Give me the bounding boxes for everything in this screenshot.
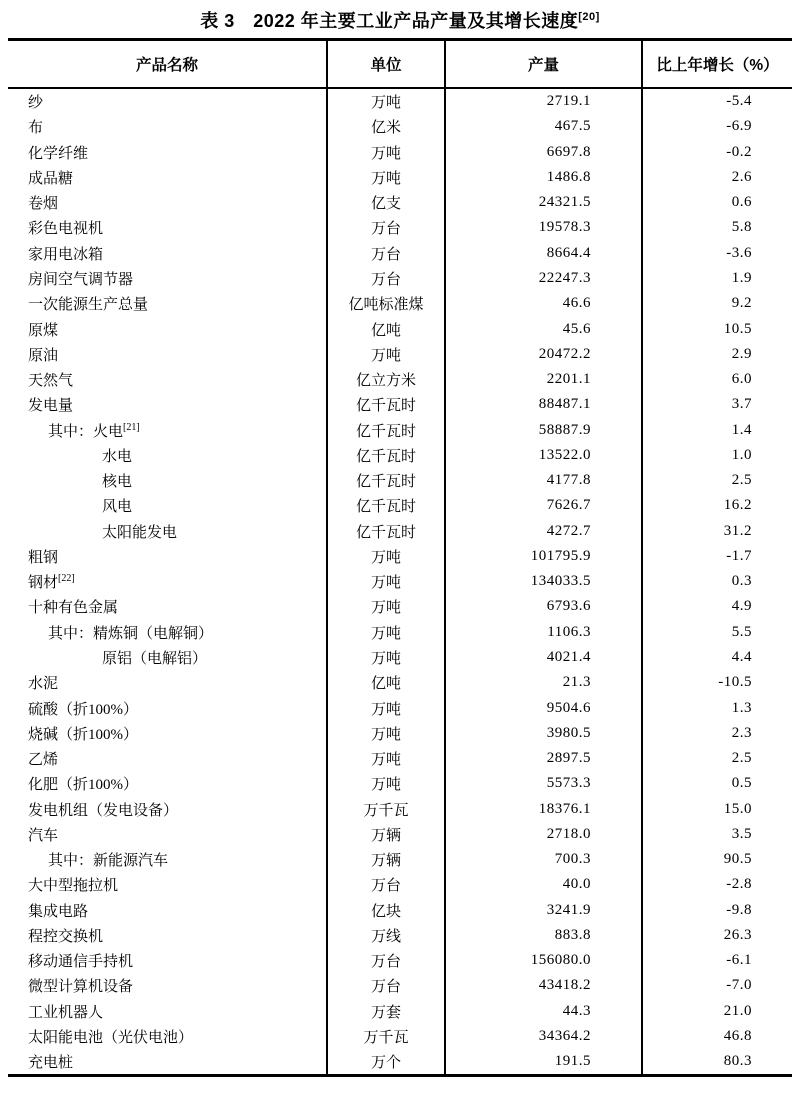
- output-cell: 2718.0: [445, 822, 642, 847]
- output-cell: 2201.1: [445, 367, 642, 392]
- footnote-ref: [21]: [123, 421, 140, 433]
- product-name-cell: 硫酸（折100%）: [8, 695, 327, 720]
- table-row: [8, 645, 792, 670]
- unit-cell: 万吨: [327, 746, 445, 771]
- product-name-cell: 充电桩: [8, 1049, 327, 1076]
- growth-cell: -1.7: [726, 547, 752, 564]
- table-row: [8, 973, 792, 998]
- output-cell: 18376.1: [445, 796, 642, 821]
- output-cell: 43418.2: [445, 973, 642, 998]
- output-cell: 700.3: [445, 847, 642, 872]
- growth-cell: 0.6: [731, 194, 752, 211]
- unit-cell: 万套: [327, 999, 445, 1024]
- growth-cell: 16.2: [723, 497, 752, 514]
- product-name-cell: 一次能源生产总量: [8, 291, 327, 316]
- table-title-text: 表 3 2022 年主要工业产品产量及其增长速度: [200, 11, 579, 31]
- table-row: [8, 392, 792, 417]
- table-body: [8, 88, 792, 1076]
- growth-cell: -6.9: [726, 118, 752, 135]
- growth-cell: 4.9: [731, 598, 752, 615]
- unit-cell: 万吨: [327, 620, 445, 645]
- growth-cell: -0.2: [726, 143, 752, 160]
- table-row: [8, 721, 792, 746]
- unit-cell: 亿吨: [327, 670, 445, 695]
- output-cell: 467.5: [445, 114, 642, 139]
- table-row: [8, 367, 792, 392]
- output-cell: 4272.7: [445, 519, 642, 544]
- output-cell: 45.6: [445, 316, 642, 341]
- product-name-cell: 化肥（折100%）: [8, 771, 327, 796]
- output-cell: 46.6: [445, 291, 642, 316]
- unit-cell: 万吨: [327, 544, 445, 569]
- product-name-cell: 原铝（电解铝）: [8, 645, 327, 670]
- product-name-cell: 程控交换机: [8, 923, 327, 948]
- output-cell: 2719.1: [445, 88, 642, 114]
- product-name-cell: 移动通信手持机: [8, 948, 327, 973]
- table-row: [8, 215, 792, 240]
- output-cell: 24321.5: [445, 190, 642, 215]
- growth-cell: 2.6: [731, 168, 752, 185]
- unit-cell: 万千瓦: [327, 1024, 445, 1049]
- product-name-cell: 水电: [8, 443, 327, 468]
- output-cell: 40.0: [445, 872, 642, 897]
- growth-cell: 15.0: [723, 800, 752, 817]
- product-name-cell: 工业机器人: [8, 999, 327, 1024]
- growth-cell: 9.2: [731, 295, 752, 312]
- growth-cell: -10.5: [718, 674, 752, 691]
- table-row: [8, 114, 792, 139]
- product-name-cell: 风电: [8, 493, 327, 518]
- table-row: [8, 999, 792, 1024]
- unit-cell: 万台: [327, 241, 445, 266]
- growth-cell: 0.5: [731, 775, 752, 792]
- unit-cell: 亿千瓦时: [327, 468, 445, 493]
- growth-cell: 4.4: [731, 648, 752, 665]
- table-row: [8, 140, 792, 165]
- growth-cell: 2.5: [731, 750, 752, 767]
- table-row: [8, 569, 792, 594]
- table-row: [8, 88, 792, 114]
- product-name-cell: 原煤: [8, 316, 327, 341]
- growth-cell: 1.9: [731, 269, 752, 286]
- table-row: [8, 519, 792, 544]
- table-row: [8, 493, 792, 518]
- growth-cell: 2.9: [731, 345, 752, 362]
- unit-cell: 亿支: [327, 190, 445, 215]
- unit-cell: 万吨: [327, 594, 445, 619]
- table-row: [8, 771, 792, 796]
- unit-cell: 亿吨标准煤: [327, 291, 445, 316]
- output-cell: 8664.4: [445, 241, 642, 266]
- growth-cell: 6.0: [731, 371, 752, 388]
- table-row: [8, 1049, 792, 1076]
- col-header-product-name: 产品名称: [8, 40, 327, 89]
- product-name-cell: 十种有色金属: [8, 594, 327, 619]
- growth-cell: 10.5: [723, 320, 752, 337]
- growth-cell: 26.3: [723, 926, 752, 943]
- growth-cell: 21.0: [723, 1002, 752, 1019]
- unit-cell: 万吨: [327, 645, 445, 670]
- product-name-cell: 其中：新能源汽车: [8, 847, 327, 872]
- unit-cell: 万吨: [327, 165, 445, 190]
- output-cell: 44.3: [445, 999, 642, 1024]
- output-cell: 4021.4: [445, 645, 642, 670]
- product-name-cell: 家用电冰箱: [8, 241, 327, 266]
- growth-cell: -3.6: [726, 244, 752, 261]
- product-name-cell: 太阳能电池（光伏电池）: [8, 1024, 327, 1049]
- output-cell: 6793.6: [445, 594, 642, 619]
- table-row: [8, 544, 792, 569]
- output-cell: 4177.8: [445, 468, 642, 493]
- product-name-cell: 微型计算机设备: [8, 973, 327, 998]
- product-name-cell: 乙烯: [8, 746, 327, 771]
- table-row: [8, 948, 792, 973]
- unit-cell: 万辆: [327, 822, 445, 847]
- product-name-cell: 化学纤维: [8, 140, 327, 165]
- growth-cell: -2.8: [726, 876, 752, 893]
- output-cell: 9504.6: [445, 695, 642, 720]
- product-name-cell: 大中型拖拉机: [8, 872, 327, 897]
- growth-cell: 90.5: [723, 851, 752, 868]
- unit-cell: 亿立方米: [327, 367, 445, 392]
- table-row: [8, 316, 792, 341]
- unit-cell: 万吨: [327, 88, 445, 114]
- table-row: [8, 342, 792, 367]
- output-cell: 58887.9: [445, 417, 642, 442]
- product-name-cell: 布: [8, 114, 327, 139]
- table-row: [8, 241, 792, 266]
- footnote-ref-title: [20]: [578, 11, 600, 23]
- output-cell: 6697.8: [445, 140, 642, 165]
- table-row: [8, 746, 792, 771]
- product-name-cell: 钢材[22]: [8, 569, 327, 594]
- unit-cell: 万吨: [327, 569, 445, 594]
- table-title: [0, 7, 800, 33]
- table-row: [8, 872, 792, 897]
- output-cell: 101795.9: [445, 544, 642, 569]
- unit-cell: 万台: [327, 266, 445, 291]
- output-cell: 1106.3: [445, 620, 642, 645]
- unit-cell: 万吨: [327, 721, 445, 746]
- product-name-cell: 集成电路: [8, 898, 327, 923]
- output-cell: 2897.5: [445, 746, 642, 771]
- table-row: [8, 620, 792, 645]
- unit-cell: 万千瓦: [327, 796, 445, 821]
- output-cell: 88487.1: [445, 392, 642, 417]
- product-name-cell: 粗钢: [8, 544, 327, 569]
- col-header-output: 产量: [445, 40, 642, 89]
- product-name-cell: 核电: [8, 468, 327, 493]
- table-row: [8, 670, 792, 695]
- output-cell: 191.5: [445, 1049, 642, 1076]
- product-name-cell: 房间空气调节器: [8, 266, 327, 291]
- output-cell: 19578.3: [445, 215, 642, 240]
- unit-cell: 万辆: [327, 847, 445, 872]
- growth-cell: 1.0: [731, 446, 752, 463]
- output-cell: 22247.3: [445, 266, 642, 291]
- output-cell: 7626.7: [445, 493, 642, 518]
- unit-cell: 万吨: [327, 140, 445, 165]
- product-name-cell: 烧碱（折100%）: [8, 721, 327, 746]
- growth-cell: -9.8: [726, 901, 752, 918]
- growth-cell: 2.5: [731, 472, 752, 489]
- col-header-unit: 单位: [327, 40, 445, 89]
- footnote-ref: [22]: [58, 573, 75, 585]
- table-row: [8, 165, 792, 190]
- output-cell: 134033.5: [445, 569, 642, 594]
- unit-cell: 万吨: [327, 695, 445, 720]
- table-row: [8, 443, 792, 468]
- unit-cell: 万吨: [327, 771, 445, 796]
- unit-cell: 万吨: [327, 342, 445, 367]
- table-row: [8, 1024, 792, 1049]
- table-row: [8, 695, 792, 720]
- growth-cell: 0.3: [731, 573, 752, 590]
- unit-cell: 亿千瓦时: [327, 392, 445, 417]
- growth-cell: 80.3: [723, 1053, 752, 1070]
- table-row: [8, 266, 792, 291]
- unit-cell: 万台: [327, 215, 445, 240]
- table-row: [8, 923, 792, 948]
- product-name-cell: 水泥: [8, 670, 327, 695]
- output-cell: 21.3: [445, 670, 642, 695]
- growth-cell: -7.0: [726, 977, 752, 994]
- output-cell: 3241.9: [445, 898, 642, 923]
- product-name-cell: 其中：火电[21]: [8, 417, 327, 442]
- product-name-cell: 其中：精炼铜（电解铜）: [8, 620, 327, 645]
- growth-cell: -5.4: [726, 93, 752, 110]
- table-row: [8, 796, 792, 821]
- product-name-cell: 成品糖: [8, 165, 327, 190]
- col-header-growth: 比上年增长（%）: [642, 40, 792, 89]
- table-row: [8, 822, 792, 847]
- unit-cell: 万个: [327, 1049, 445, 1076]
- unit-cell: 亿米: [327, 114, 445, 139]
- unit-cell: 万台: [327, 872, 445, 897]
- product-name-cell: 发电量: [8, 392, 327, 417]
- output-cell: 5573.3: [445, 771, 642, 796]
- table-row: [8, 468, 792, 493]
- unit-cell: 亿千瓦时: [327, 519, 445, 544]
- industrial-products-table: [8, 38, 792, 1077]
- growth-cell: 2.3: [731, 724, 752, 741]
- growth-cell: 5.8: [731, 219, 752, 236]
- table-row: [8, 417, 792, 442]
- output-cell: 13522.0: [445, 443, 642, 468]
- table-header-row: [8, 40, 792, 89]
- output-cell: 1486.8: [445, 165, 642, 190]
- table-row: [8, 594, 792, 619]
- unit-cell: 亿块: [327, 898, 445, 923]
- growth-cell: 1.3: [731, 699, 752, 716]
- growth-cell: 31.2: [723, 522, 752, 539]
- unit-cell: 亿吨: [327, 316, 445, 341]
- table-row: [8, 291, 792, 316]
- growth-cell: 3.7: [731, 396, 752, 413]
- output-cell: 156080.0: [445, 948, 642, 973]
- growth-cell: 5.5: [731, 623, 752, 640]
- product-name-cell: 原油: [8, 342, 327, 367]
- output-cell: 34364.2: [445, 1024, 642, 1049]
- growth-cell: 1.4: [731, 421, 752, 438]
- output-cell: 883.8: [445, 923, 642, 948]
- output-cell: 3980.5: [445, 721, 642, 746]
- unit-cell: 万线: [327, 923, 445, 948]
- product-name-cell: 发电机组（发电设备）: [8, 796, 327, 821]
- product-name-cell: 卷烟: [8, 190, 327, 215]
- product-name-cell: 太阳能发电: [8, 519, 327, 544]
- unit-cell: 亿千瓦时: [327, 493, 445, 518]
- product-name-cell: 汽车: [8, 822, 327, 847]
- unit-cell: 亿千瓦时: [327, 443, 445, 468]
- unit-cell: 亿千瓦时: [327, 417, 445, 442]
- product-name-cell: 纱: [8, 88, 327, 114]
- growth-cell: 46.8: [723, 1027, 752, 1044]
- product-name-cell: 天然气: [8, 367, 327, 392]
- table-row: [8, 190, 792, 215]
- table-row: [8, 847, 792, 872]
- unit-cell: 万台: [327, 973, 445, 998]
- table-row: [8, 898, 792, 923]
- growth-cell: -6.1: [726, 952, 752, 969]
- product-name-cell: 彩色电视机: [8, 215, 327, 240]
- unit-cell: 万台: [327, 948, 445, 973]
- output-cell: 20472.2: [445, 342, 642, 367]
- growth-cell: 3.5: [731, 825, 752, 842]
